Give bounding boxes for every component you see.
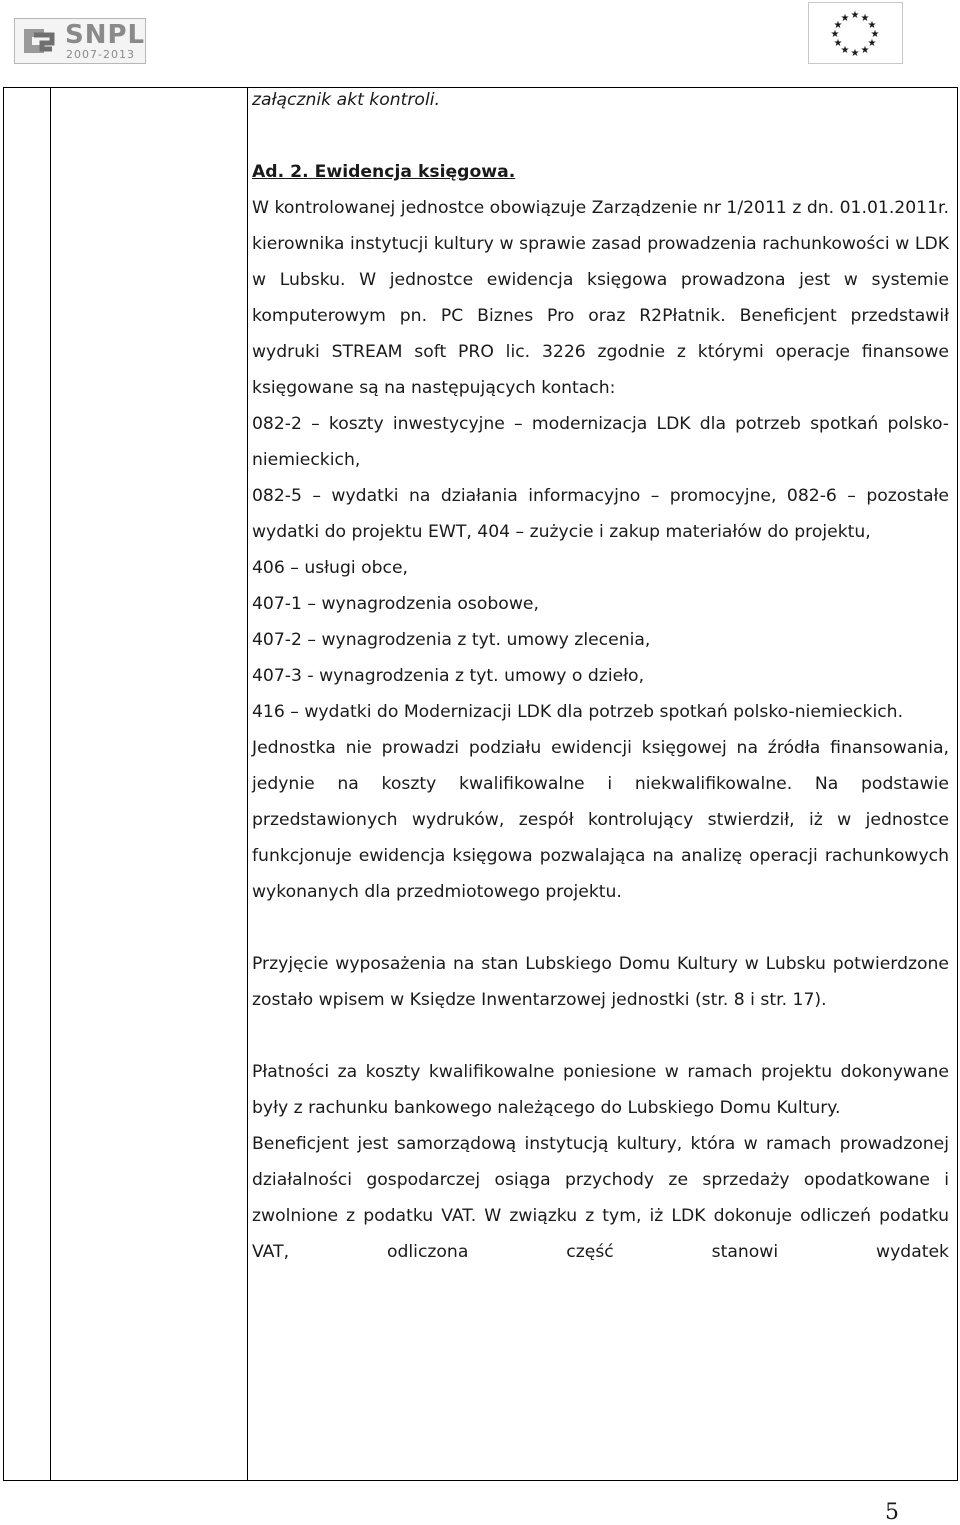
paragraph-payments: Płatności za koszty kwalifikowalne poniesione w ramach projektu dokonywane były z rachunku bankowego należącego do Lubskiego Domu Kultury. (252, 1062, 949, 1118)
snpl-logo (14, 18, 146, 64)
paragraph-ledger-conclusion: Jednostka nie prowadzi podziału ewidencji księgowej na źródła finansowania, jedynie na koszty kwalifikowalne i niekwalifikowalne. Na podstawie przedstawionych wydruków, zespół kontrolujący stwierdził, iż w jednostce funkcjonuje ewidencja księgowa pozwalająca na analizę operacji rachunkowych wykonanych dla przedmiotowego projektu. (252, 738, 949, 902)
svg-text:★: ★ (830, 29, 840, 40)
account-082-5: 082-5 – wydatki na działania informacyjno – promocyjne, 082-6 – pozostałe wydatki do projektu EWT, 404 – zużycie i zakup materiałów do projektu, (252, 486, 949, 542)
eu-flag-logo (808, 2, 903, 64)
svg-text:★: ★ (860, 13, 870, 24)
account-407-2: 407-2 – wynagrodzenia z tyt. umowy zlecenia, (252, 630, 651, 650)
table-column-divider (247, 88, 248, 1480)
account-407-3: 407-3 - wynagrodzenia z tyt. umowy o dzieło, (252, 666, 645, 686)
paragraph-accounting-rules: W kontrolowanej jednostce obowiązuje Zarządzenie nr 1/2011 z dn. 01.01.2011r. kierownika instytucji kultury w sprawie zasad prowadzenia rachunkowości w LDK w Lubsku. W jednostce ewidencja księgowa prowadzona jest w systemie komputerowym pn. PC Biznes Pro oraz R2Płatnik. Beneficjent przedstawił wydruki STREAM soft PRO lic. 3226 zgodnie z którymi operacje finansowe księgowane są na następujących kontach: (252, 198, 949, 398)
table-column-divider (50, 88, 51, 1480)
svg-text:★: ★ (850, 10, 860, 21)
document-body (252, 82, 949, 1270)
snpl-logo-mark-icon (20, 25, 56, 57)
svg-text:★: ★ (840, 13, 850, 24)
page-number: 5 (885, 1500, 899, 1525)
account-416: 416 – wydatki do Modernizacji LDK dla potrzeb spotkań polsko-niemieckich. (252, 702, 904, 722)
svg-text:★: ★ (870, 29, 880, 40)
section-heading: Ad. 2. Ewidencja księgowa. (252, 162, 516, 182)
attachment-note: załącznik akt kontroli. (252, 90, 440, 110)
account-406: 406 – usługi obce, (252, 558, 409, 578)
svg-text:★: ★ (867, 38, 877, 49)
logo-subtitle: 2007-2013 (66, 48, 135, 61)
svg-text:★: ★ (833, 20, 843, 31)
paragraph-vat: Beneficjent jest samorządową instytucją kultury, która w ramach prowadzonej działalności gospodarczej osiąga przychody ze sprzedaży opodatkowane i zwolnione z podatku VAT. W związku z tym, iż LDK dokonuje odliczeń podatku VAT, odliczona część stanowi wydatek (252, 1134, 949, 1262)
svg-text:★: ★ (860, 45, 870, 56)
paragraph-inventory: Przyjęcie wyposażenia na stan Lubskiego Domu Kultury w Lubsku potwierdzone zostało wpisem w Księdze Inwentarzowej jednostki (str. 8 i str. 17). (252, 954, 949, 1010)
svg-text:★: ★ (850, 48, 860, 59)
svg-text:★: ★ (867, 20, 877, 31)
eu-stars-icon (809, 3, 902, 63)
account-407-1: 407-1 – wynagrodzenia osobowe, (252, 594, 539, 614)
logo-title: SNPL (65, 20, 146, 50)
svg-text:★: ★ (840, 45, 850, 56)
svg-text:★: ★ (833, 38, 843, 49)
account-082-2: 082-2 – koszty inwestycyjne – modernizacja LDK dla potrzeb spotkań polsko-niemieckich, (252, 414, 949, 470)
